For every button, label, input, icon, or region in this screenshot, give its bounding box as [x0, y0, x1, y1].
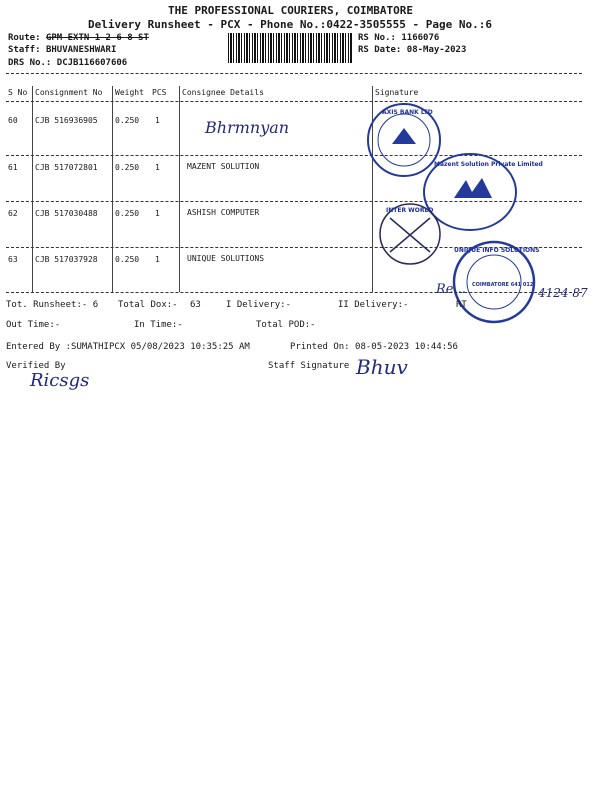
route-line	[8, 33, 149, 43]
row-62-pcs: 1	[155, 209, 160, 218]
rs-date-label: RS Date:	[358, 45, 402, 55]
drs-value: DCJB116607606	[56, 58, 128, 68]
column-rule	[32, 86, 33, 292]
header-sno: S No	[8, 88, 28, 97]
unique-stamp-city: COIMBATORE 641 012	[472, 282, 534, 288]
row-63-weight: 0.250	[115, 255, 140, 264]
divider	[6, 73, 582, 74]
row-63-consignment: CJB 517037928	[35, 255, 98, 264]
verified-by-handwritten-signature: Ricsgs	[30, 370, 90, 391]
staff-line	[8, 45, 116, 55]
row-61-consignee: MAZENT SOLUTION	[187, 162, 260, 171]
row-61-sno: 61	[8, 163, 18, 172]
margin-handwritten-note: Re...	[436, 282, 466, 297]
drs-line	[8, 58, 127, 68]
entered-by: Entered By :SUMATHIPCX 05/08/2023 10:35:25 AM	[6, 342, 250, 352]
row-60-sno: 60	[8, 116, 18, 125]
total-dox-label: Total Dox:-	[118, 300, 178, 310]
header-weight: Weight	[115, 88, 144, 97]
total-dox-value: 63	[190, 300, 201, 310]
row-63-consignee: UNIQUE SOLUTIONS	[187, 254, 265, 263]
unique-stamp-text: UNIQUE INFO SOLUTIONS	[454, 247, 540, 254]
axis-bank-stamp-text: AXIS BANK LTD	[382, 109, 433, 116]
staff-label: Staff:	[8, 45, 41, 55]
printed-on: Printed On: 08-05-2023 10:44:56	[290, 342, 458, 352]
runsheet-subtitle: Delivery Runsheet - PCX - Phone No.:0422-3505555 - Page No.:6	[88, 18, 492, 31]
rs-no-line	[358, 33, 439, 43]
barcode-image	[228, 33, 352, 63]
route-value: GPM EXTN 1 2 6 8 ST	[45, 33, 149, 43]
route-label: Route:	[8, 33, 41, 43]
header-consignment: Consignment No	[35, 88, 103, 97]
staff-value: BHUVANESHWARI	[45, 45, 117, 55]
row-62-sno: 62	[8, 209, 18, 218]
out-time: Out Time:-	[6, 320, 61, 330]
ii-delivery: II Delivery:-	[338, 300, 409, 310]
margin-handwritten-number: 4124 87	[538, 286, 588, 300]
row-62-consignment: CJB 517030488	[35, 209, 98, 218]
rs-no-label: RS No.:	[358, 33, 396, 43]
inter-world-stamp-text: INTER WORLD	[386, 207, 434, 214]
header-signature: Signature	[375, 88, 419, 97]
header-pcs: PCS	[152, 88, 167, 97]
mazent-stamp-text: Mazent Solution Private Limited	[434, 161, 543, 168]
total-pod: Total POD:-	[256, 320, 316, 330]
row-62-weight: 0.250	[115, 209, 140, 218]
company-title: THE PROFESSIONAL COURIERS, COIMBATORE	[168, 4, 414, 17]
row-60-weight: 0.250	[115, 116, 140, 125]
drs-label: DRS No.:	[8, 58, 52, 68]
inter-world-stamp	[372, 196, 452, 276]
staff-signature-label: Staff Signature	[268, 361, 350, 371]
row-60-consignment: CJB 516936905	[35, 116, 98, 125]
row-63-pcs: 1	[155, 255, 160, 264]
i-delivery: I Delivery:-	[226, 300, 292, 310]
column-rule	[112, 86, 113, 292]
in-time: In Time:-	[134, 320, 183, 330]
row-63-sno: 63	[8, 255, 18, 264]
rs-date-line	[358, 45, 466, 55]
verified-by-label: Verified By	[6, 361, 66, 371]
tot-runsheet: Tot. Runsheet:- 6	[6, 300, 99, 310]
row-61-weight: 0.250	[115, 163, 140, 172]
staff-handwritten-signature: Bhuv	[356, 355, 408, 379]
row-60-handwritten-signature: Bhrmnyan	[205, 118, 290, 137]
row-61-consignment: CJB 517072801	[35, 163, 98, 172]
row-60-pcs: 1	[155, 116, 160, 125]
column-rule	[179, 86, 180, 292]
rt-label: RT	[456, 300, 467, 310]
header-consignee: Consignee Details	[182, 88, 264, 97]
row-62-consignee: ASHISH COMPUTER	[187, 208, 260, 217]
rs-date-value: 08-May-2023	[406, 45, 467, 55]
rs-no-value: 1166076	[401, 33, 440, 43]
row-61-pcs: 1	[155, 163, 160, 172]
divider	[6, 101, 582, 102]
